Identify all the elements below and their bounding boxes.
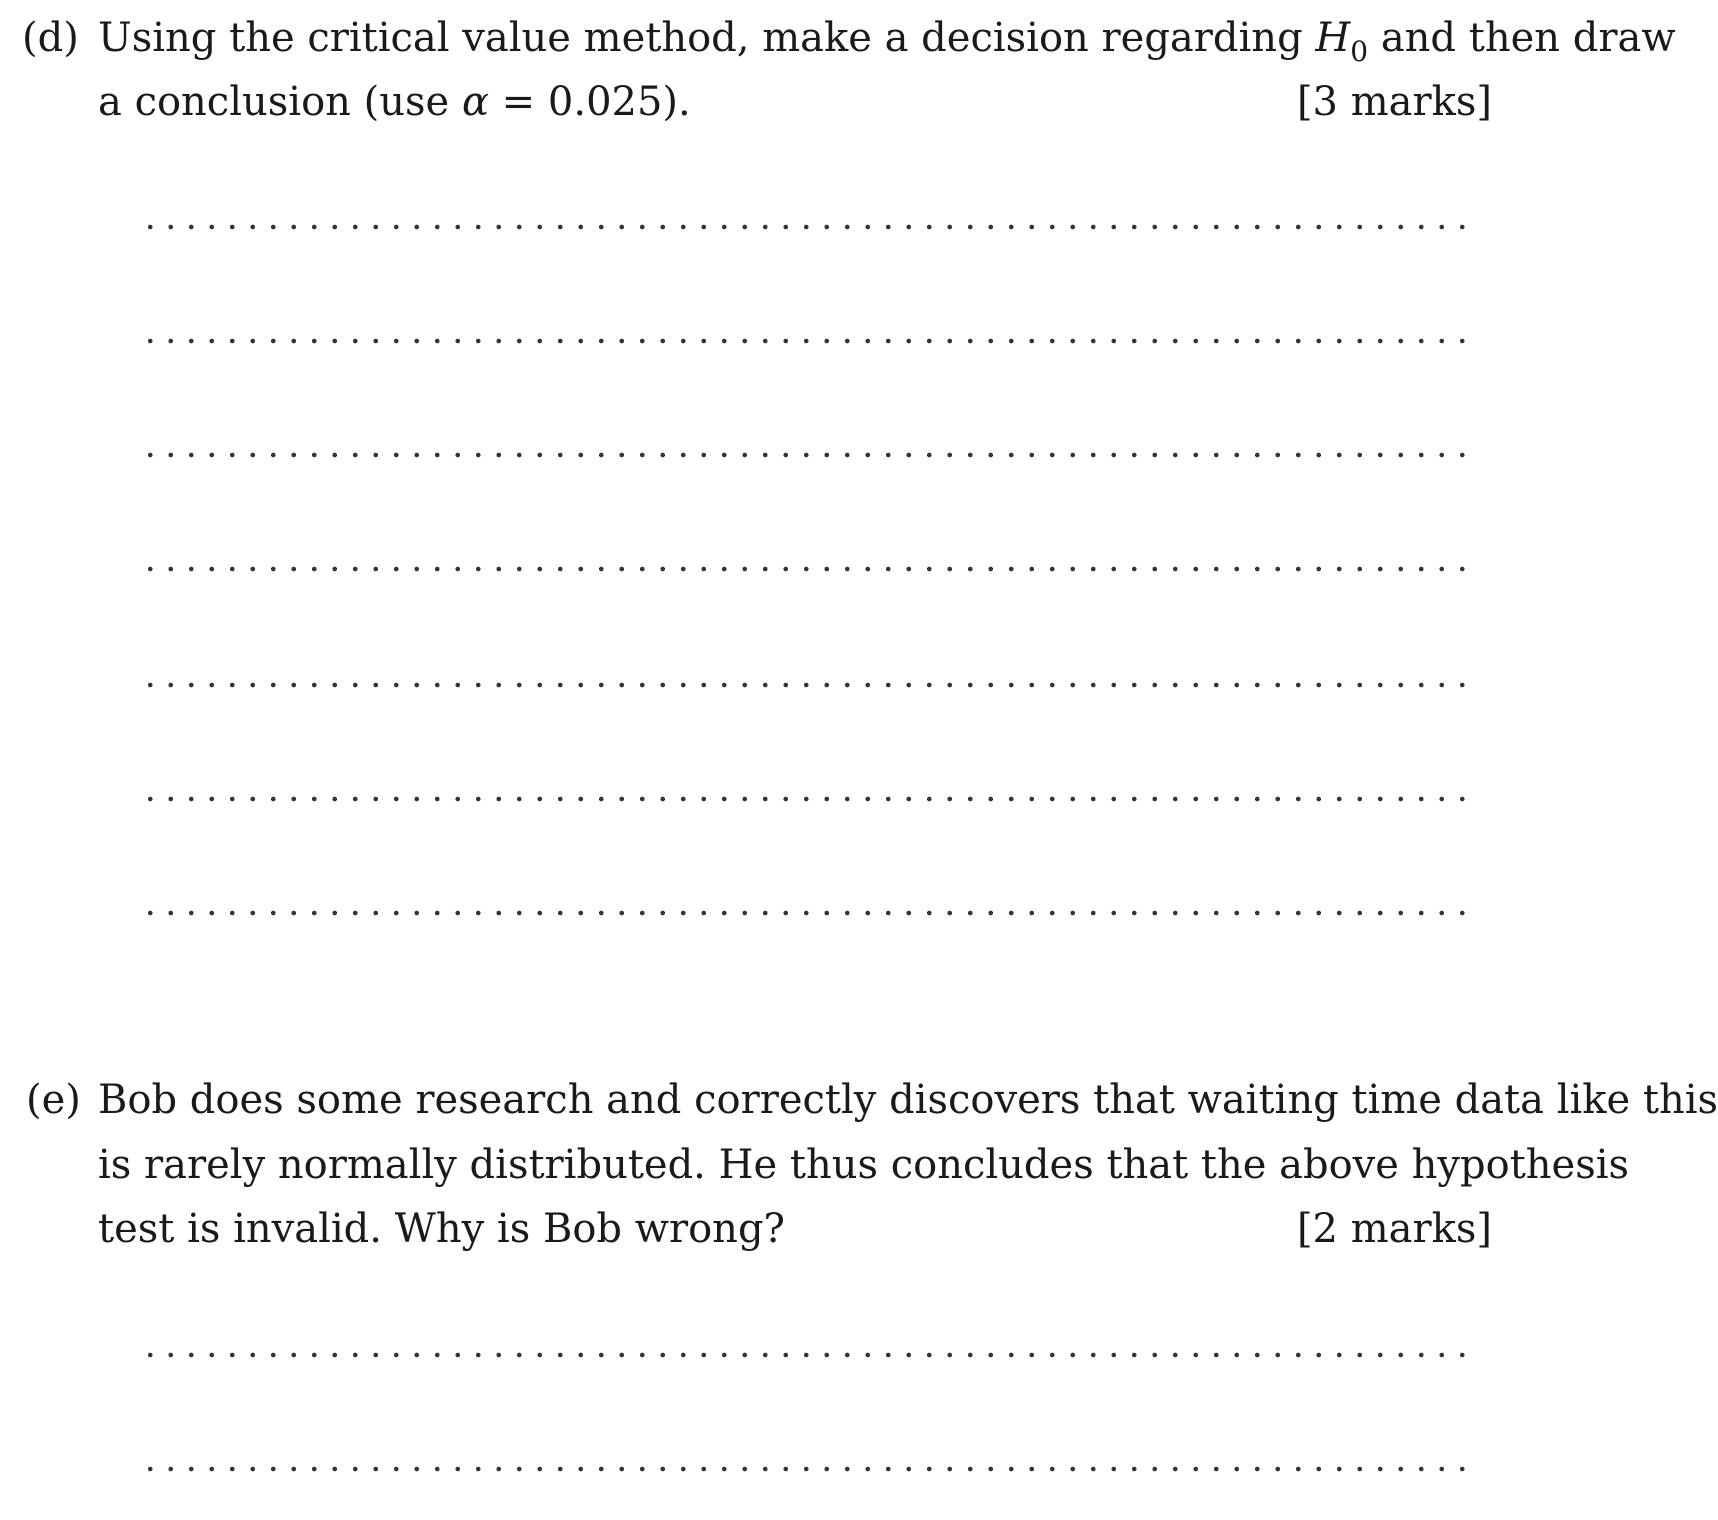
part-d-answer-line-1[interactable] — [140, 224, 1474, 230]
part-d-line1-text-b: and then draw — [1368, 15, 1676, 61]
part-d-answer-line-4[interactable] — [140, 566, 1474, 572]
part-e-answer-line-1[interactable] — [140, 1352, 1474, 1358]
part-d-question-line-2 — [98, 78, 691, 126]
part-d-answer-line-2[interactable] — [140, 338, 1474, 344]
h-zero-symbol: H — [1315, 15, 1351, 61]
part-d-line1-text-a: Using the critical value method, make a decision regarding — [98, 15, 1316, 61]
part-d-answer-line-5[interactable] — [140, 682, 1474, 688]
part-e-question-line-3: test is invalid. Why is Bob wrong? — [98, 1206, 785, 1252]
part-d-answer-line-3[interactable] — [140, 452, 1474, 458]
part-e-answer-line-2[interactable] — [140, 1466, 1474, 1472]
part-d-line2-text-a: a conclusion (use — [98, 79, 462, 125]
part-e-marks: [2 marks] — [1296, 1206, 1492, 1252]
part-d-question-line-1 — [98, 14, 1676, 66]
part-d-marks: [3 marks] — [1296, 79, 1492, 125]
part-d-answer-line-6[interactable] — [140, 796, 1474, 802]
part-d-answer-line-7[interactable] — [140, 910, 1474, 916]
alpha-symbol: α — [461, 79, 489, 125]
part-e-question-line-1: Bob does some research and correctly discovers that waiting time data like this — [98, 1077, 1718, 1123]
h-zero-subscript: 0 — [1350, 35, 1369, 68]
part-e-question-line-2: is rarely normally distributed. He thus concludes that the above hypothesis — [98, 1142, 1630, 1188]
part-e-label: (e) — [26, 1077, 81, 1123]
part-d-label: (d) — [22, 15, 79, 61]
part-d-line2-text-b: = 0.025). — [488, 79, 691, 125]
